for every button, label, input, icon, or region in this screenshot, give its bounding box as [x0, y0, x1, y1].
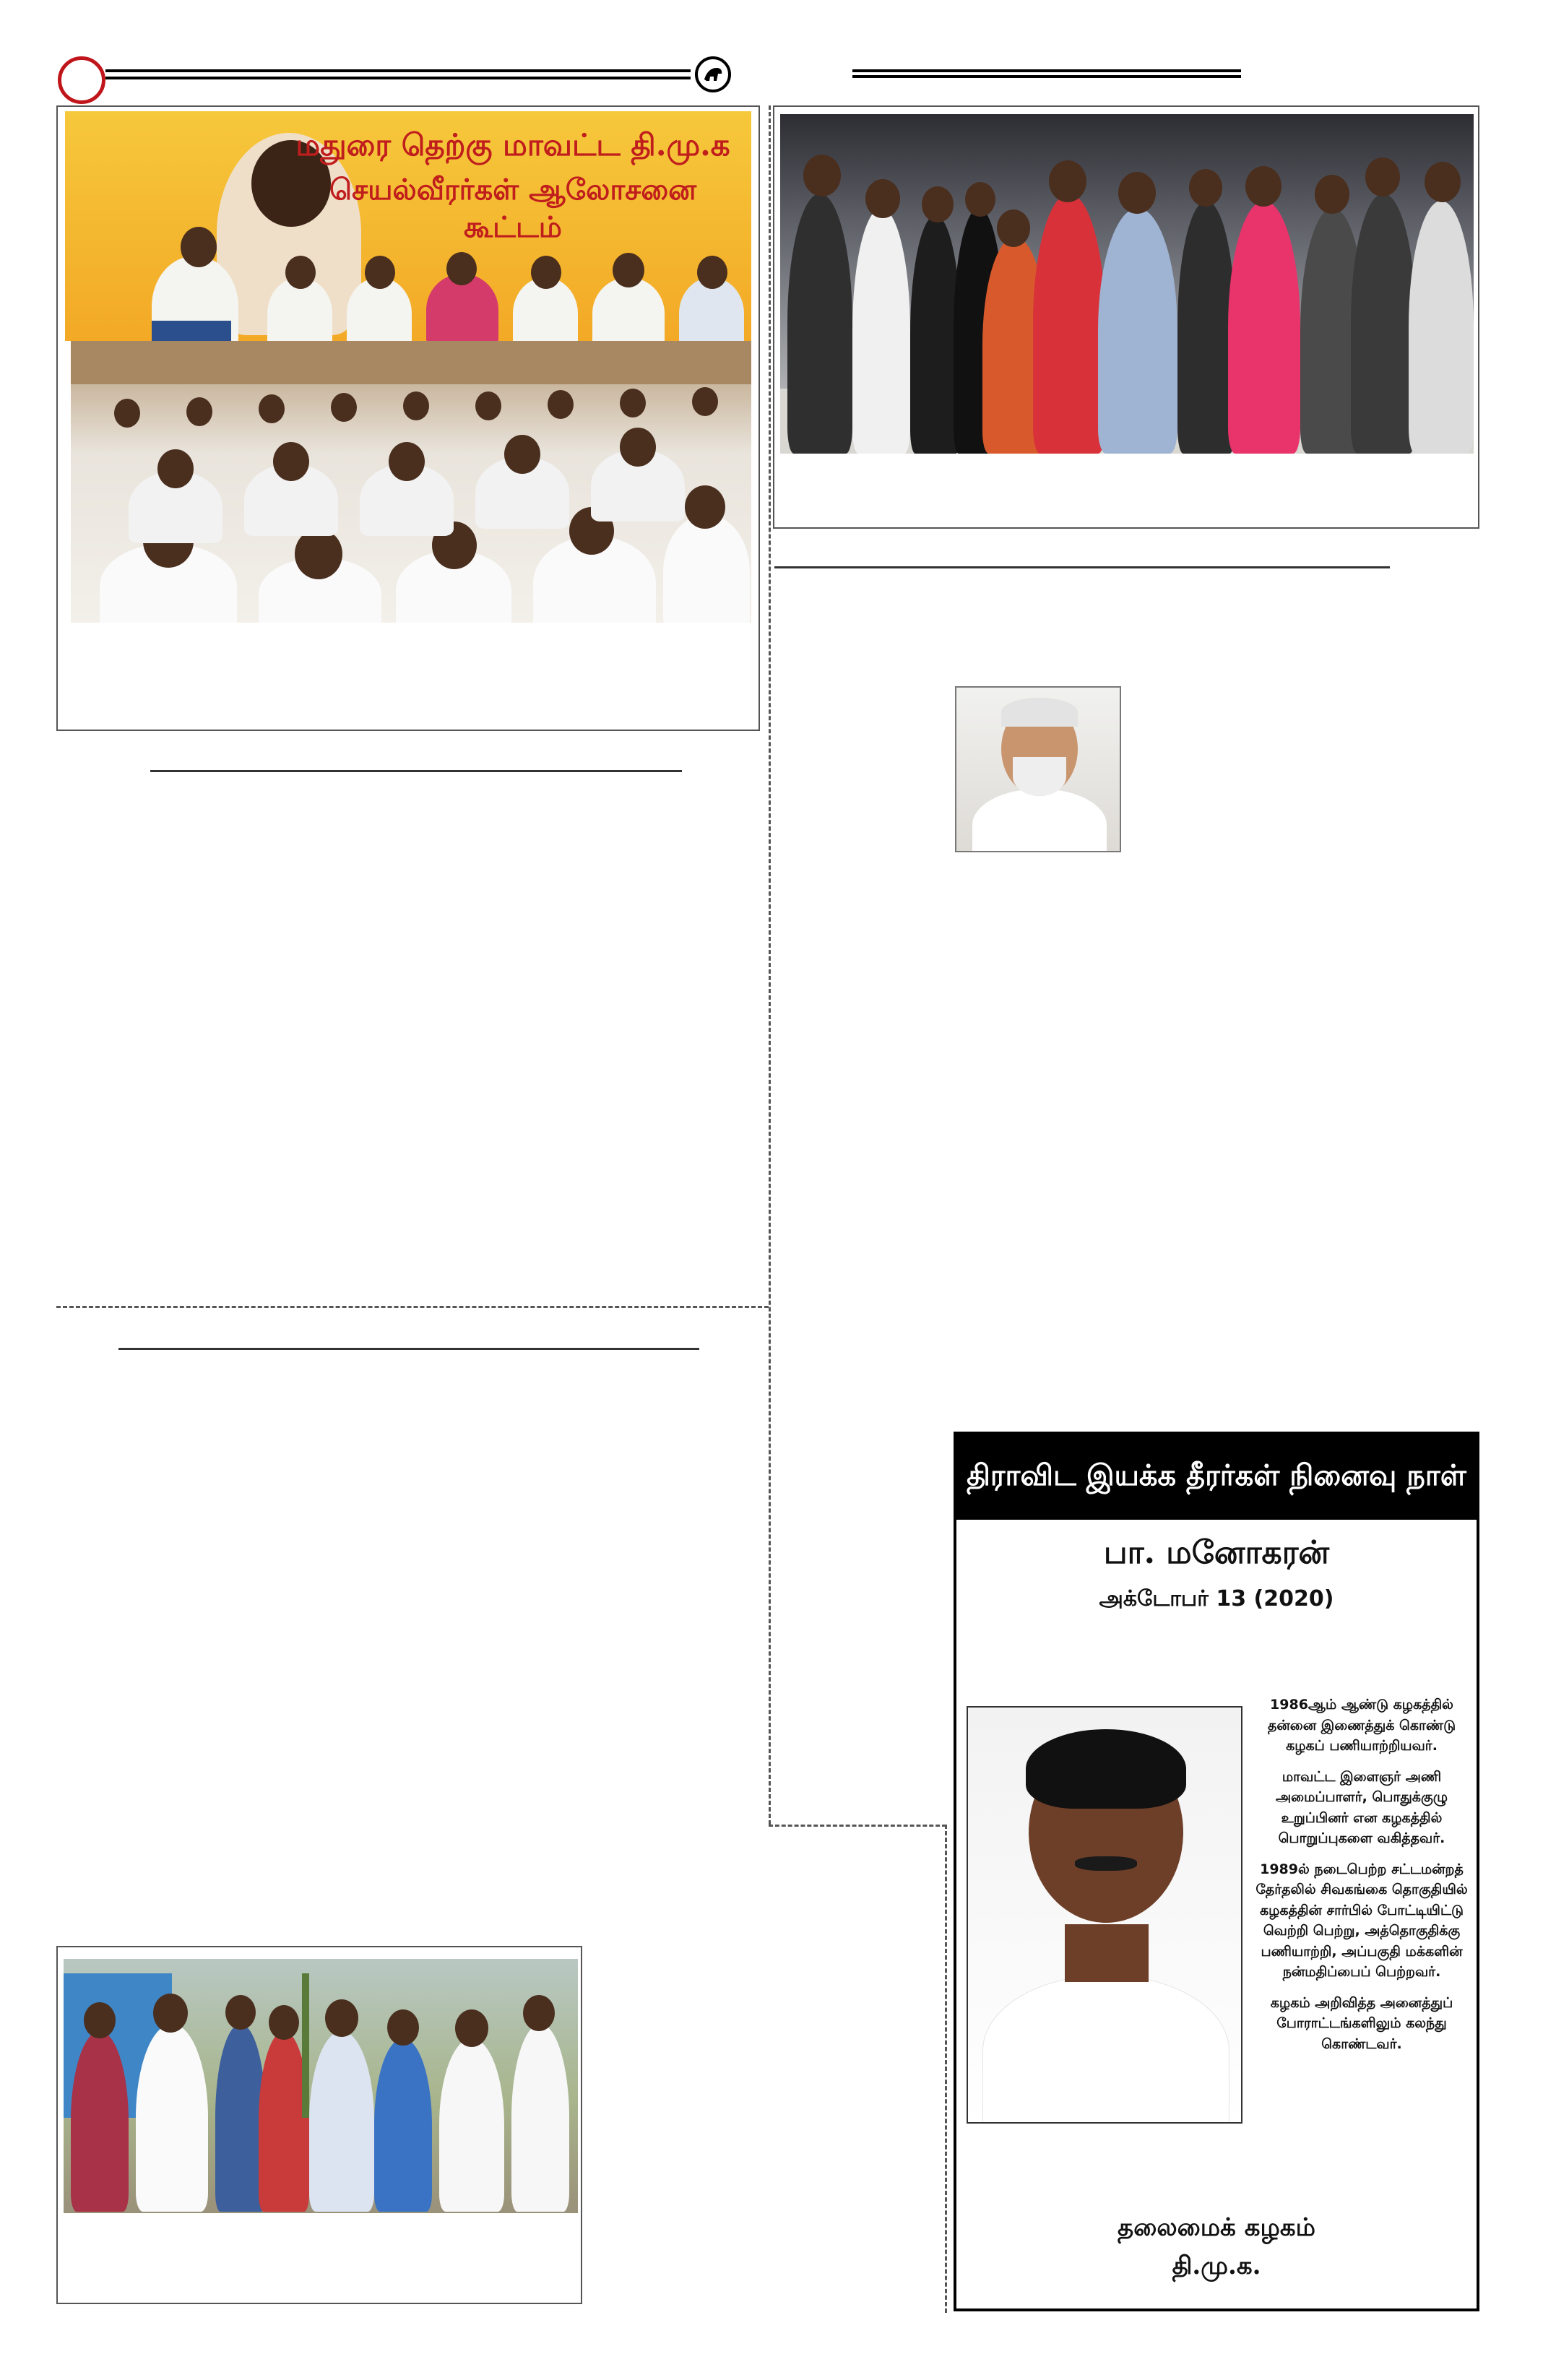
- tree-planting-photo: [64, 1959, 578, 2213]
- article-title-rule-2: [118, 1348, 699, 1350]
- memorial-bio-paragraph: 1989ல் நடைபெற்ற சட்டமன்றத் தேர்தலில் சிவகங்கை தொகுதியில் கழகத்தின் சார்பில் போட்டியிட்டு வெற்றி பெற்று, அத்தொகுதிக்கு பணியாற்றி, அப்பகுதி மக்களின் நன்மதிப்பைப் பெற்றவர்.: [1255, 1861, 1468, 1980]
- memorial-divider-h: [769, 1825, 946, 1827]
- memorial-heading: திராவிட இயக்க தீரர்கள் நினைவு நாள்: [956, 1435, 1477, 1520]
- memorial-bio-paragraph: கழகம் அறிவித்த அனைத்துப் போராட்டங்களிலும் கலந்து கொண்டவர்.: [1270, 1994, 1453, 2052]
- memorial-bio: [1247, 1695, 1477, 2064]
- column-divider: [769, 105, 771, 1825]
- memorial-name: பா. மனோகரன்: [1103, 1534, 1330, 1571]
- banner-title-line1: மதுரை தெற்கு மாவட்ட தி.மு.க: [295, 127, 730, 163]
- header-rule: [105, 69, 691, 79]
- page-number-circle: [58, 56, 105, 104]
- memorial-bio-paragraph: 1986ஆம் ஆண்டு கழகத்தில் தன்னை இணைத்துக் கொண்டு கழகப் பணியாற்றியவர்.: [1267, 1697, 1456, 1754]
- memorial-divider-v: [945, 1825, 947, 2313]
- meeting-banner-photo: [65, 111, 751, 341]
- article-title-rule: [150, 770, 682, 772]
- banner-title-line2: செயல்வீரர்கள் ஆலோசனை கூட்டம்: [329, 173, 697, 244]
- obituary-portrait: [955, 686, 1121, 852]
- party-emblem-icon: [695, 56, 731, 92]
- memorial-portrait: [967, 1706, 1242, 2124]
- memorial-bio-paragraph: மாவட்ட இளைஞர் அணி அமைப்பாளர், பொதுக்குழு உறுப்பினர் என கழகத்தில் பொறுப்புகளை வகித்தவர்.: [1275, 1768, 1448, 1846]
- memorial-notice: [954, 1432, 1479, 2311]
- memorial-footer-line2: தி.மு.க.: [1172, 2251, 1261, 2280]
- group-photo: [780, 114, 1474, 454]
- article-title-rule-3: [774, 566, 1390, 568]
- memorial-date: அக்டோபர் 13 (2020): [1099, 1586, 1334, 1611]
- memorial-footer: [956, 2209, 1477, 2285]
- memorial-footer-line1: தலைமைக் கழகம்: [1118, 2213, 1315, 2242]
- section-divider: [56, 1306, 769, 1308]
- header-rule-right: [852, 69, 1241, 78]
- meeting-audience-photo: [71, 341, 751, 623]
